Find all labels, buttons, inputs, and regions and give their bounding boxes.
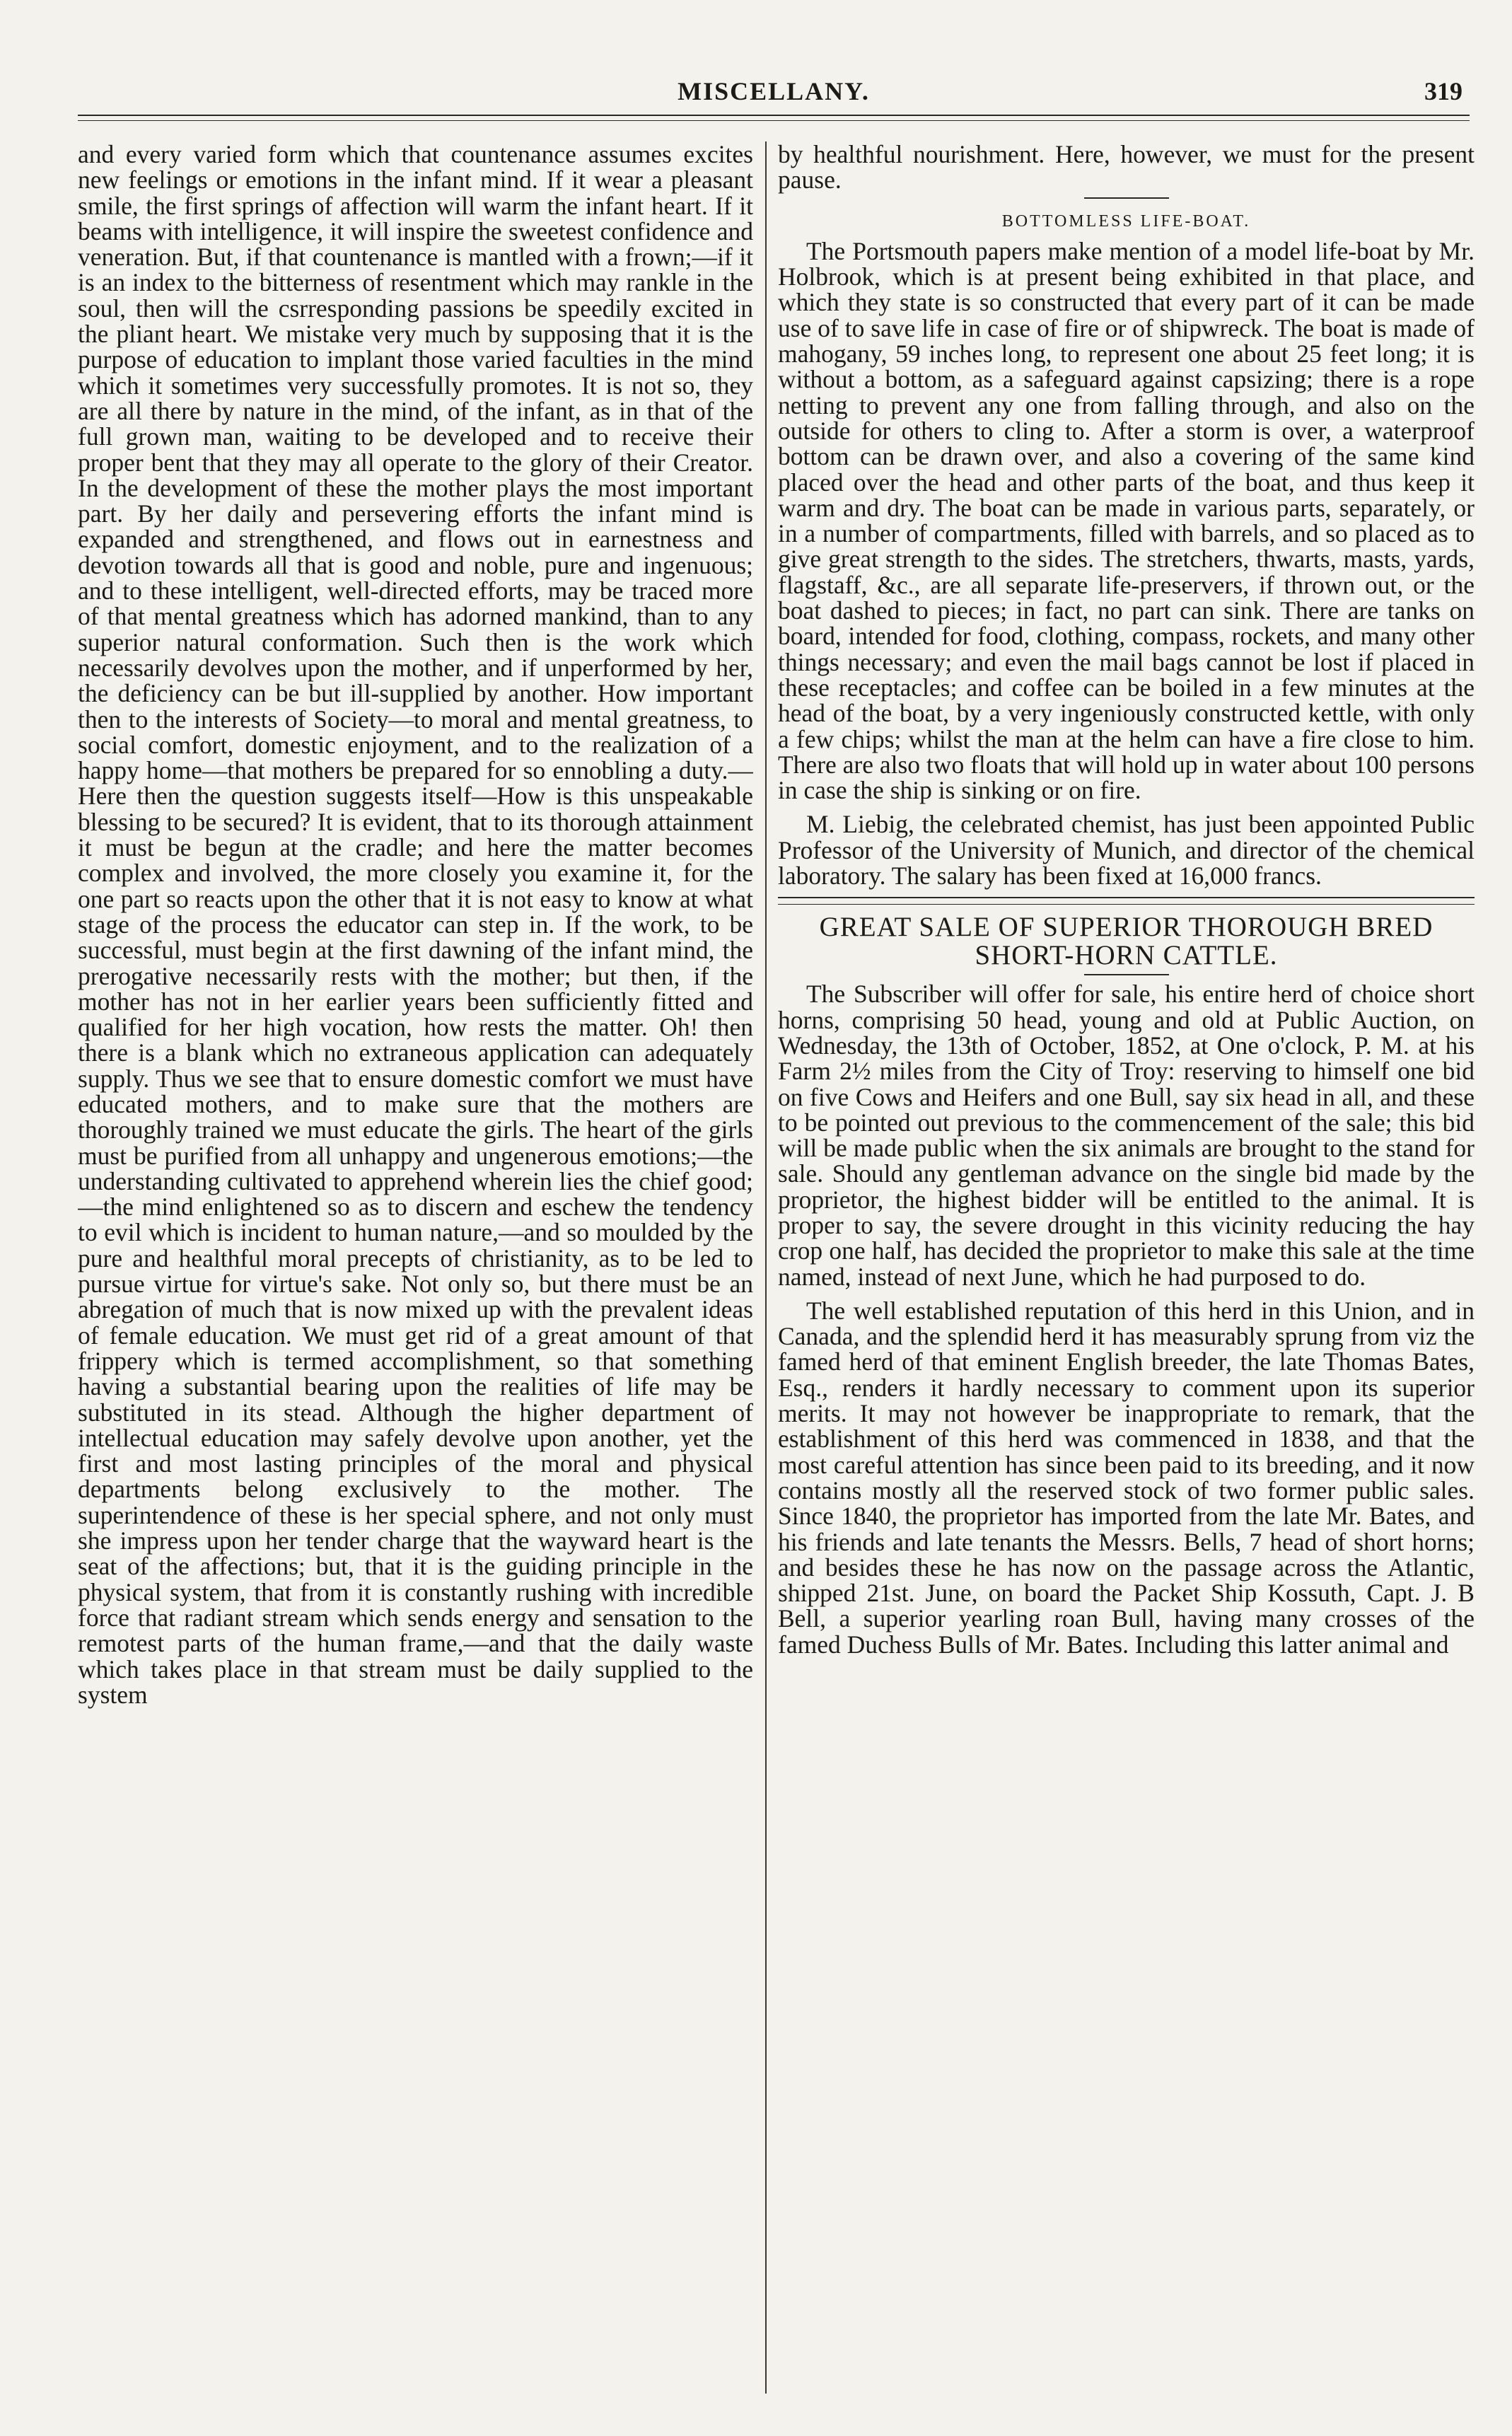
- essay-continuation: by healthful nourishment. Here, however, we must for the present pause.: [778, 141, 1475, 195]
- page-number: 319: [1424, 77, 1462, 105]
- section-rule: [1084, 974, 1169, 975]
- cattle-sale-paragraph-1: The Subscriber will offer for sale, his entire herd of choice short horns, comprising 50 head, young and old at Public Auction, on Wednesday, the 13th of October, 1852, at One o'clock, P. M. at his Farm 2½ miles from the City of Troy: reserving to himself one bid on five Cows and Heifers and one Bull, say six head in all, and these to be pointed out previous to the commencement of the sale; this bid will be made public when the six animals are brought to the stand for sale. Should any gentleman advance on the single bid made by the proprietor, the highest bidder will be entitled to the animal. It is proper to say, the severe drought in this vicinity reducing the hay crop one half, has decided the proprietor to make this sale at the time named, instead of next June, which he had purposed to do.: [778, 980, 1475, 1291]
- page-header: [78, 71, 1470, 120]
- section-rule: [1084, 197, 1169, 199]
- education-essay-paragraph: and every varied form which that countenance assumes excites new feelings or emotions in the infant mind. If it wear a pleasant smile, the first springs of affection will warm the infant heart. If it beams with intelligence, it will inspire the sweetest confidence and veneration. But, if that countenance is mantled with a frown;—if it is an index to the bitterness of resentment which may rankle in the soul, then will the csrresponding passions be speedily excited in the pliant heart. We mistake very much by supposing that it is the purpose of education to implant those varied faculties in the mind which it sometimes very successfully promotes. It is not so, they are all there by nature in the mind, of the infant, as in that of the full grown man, waiting to be developed and to receive their proper bent that they may all operate to the glory of their Creator. In the development of these the mother plays the most important part. By her daily and persevering efforts the infant mind is expanded and strengthened, and flows out in earnestness and devotion towards all that is good and noble, pure and ingenuous; and to these intelligent, well-directed efforts, may be traced more of that mental greatness which has adorned mankind, than to any superior natural conformation. Such then is the work which necessarily devolves upon the mother, and if unperformed by her, the deficiency can be but ill-supplied by another. How important then to the interests of Society—to moral and mental greatness, to social comfort, domestic enjoyment, and to the realization of a happy home—that mothers be prepared for so ennobling a duty.—Here then the question suggests itself—How is this unspeakable blessing to be secured? It is evident, that to its thorough attainment it must be begun at the cradle; and here the matter becomes complex and involved, the more closely you examine it, for the one part so reacts upon the other that it is not easy to know at what stage of the process the educator can step in. If the work, to be successful, must begin at the first dawning of the infant mind, the prerogative necessarily rests with the mother; but then, if the mother has not in her earlier years been sufficiently fitted and qualified for her high vocation, how rests the matter. Oh! then there is a blank which no extraneous application can adequately supply. Thus we see that to ensure domestic comfort we must have educated mothers, and to make sure that the mothers are thoroughly trained we must educate the girls. The heart of the girls must be purified from all unhappy and ungenerous emotions;—the understanding cultivated to apprehend wherein lies the chief good;—the mind enlightened so as to discern and eschew the tendency to evil which is incident to human nature,—and so moulded by the pure and healthful moral precepts of christianity, as to be led to pursue virtue for virtue's sake. Not only so, but there must be an abregation of much that is now mixed up with the prevalent ideas of female education. We must get rid of a great amount of that frippery which is termed accomplishment, so that something having a substantial bearing upon the realities of life may be substituted in its stead. Although the higher department of intellectual education may safely devolve upon another, yet the first and most lasting principles of the moral and physical departments belong exclusively to the mother. The superintendence of these is her special sphere, and not only must she impress upon her tender charge that the wayward heart is the seat of the affections; but, that it is the guiding principle in the physical system, that from it is constantly rushing with incredible force that radiant stream which sends energy and sensation to the remotest parts of the human frame,—and that the daily waste which takes place in that stream must be daily supplied to the system: [78, 141, 753, 1709]
- left-column: [78, 141, 753, 2394]
- liebig-note: M. Liebig, the celebrated chemist, has just been appointed Public Professor of the University of Munich, and director of the chemical laboratory. The salary has been fixed at 16,000 francs.: [778, 810, 1475, 891]
- cattle-sale-heading: GREAT SALE OF SUPERIOR THOROUGH BRED SHORT-HORN CATTLE.: [819, 912, 1434, 971]
- lifeboat-article: The Portsmouth papers make mention of a model life-boat by Mr. Holbrook, which is at present being exhibited in that place, and which they state is so constructed that every part of it can be made use of to save life in case of fire or of shipwreck. The boat is made of mahogany, 59 inches long, to represent one about 25 feet long; it is without a bottom, as a safeguard against capsizing; there is a rope netting to prevent any one from falling through, and also on the outside for others to cling to. After a storm is over, a waterproof bottom can be drawn over, and also a covering of the same kind placed over the head and other parts of the boat, and thus keep it warm and dry. The boat can be made in various parts, separately, or in a number of compartments, filled with barrels, and so placed as to give great strength to the sides. The stretchers, thwarts, masts, yards, flagstaff, &c., are all separate life-preservers, if thrown out, or the boat dashed to pieces; in fact, no part can sink. There are tanks on board, intended for food, clothing, compass, rockets, and many other things necessary; and even the mail bags cannot be lost if placed in these receptacles; and coffee can be boiled in a few minutes at the head of the boat, by a very ingeniously constructed kettle, with only a few chips; whilst the man at the helm can have a fire close to him. There are also two floats that will hold up in water about 100 persons in case the ship is sinking or on fire.: [778, 236, 1475, 805]
- column-divider: [765, 141, 767, 2394]
- header-rule: [78, 115, 1470, 116]
- running-title: MISCELLANY.: [678, 77, 870, 105]
- double-rule: [778, 897, 1475, 905]
- cattle-sale-paragraph-2: The well established reputation of this herd in this Union, and in Canada, and the splendid herd it has measurably sprung from viz the famed herd of that eminent English breeder, the late Thomas Bates, Esq., renders it hardly necessary to comment upon its superior merits. It may not however be inappropriate to remark, that the establishment of this herd was commenced in 1838, and that the most careful attention has since been paid to its breeding, and it now contains mostly all the reserved stock of two former public sales. Since 1840, the proprietor has imported from the late Mr. Bates, and his friends and late tenants the Messrs. Bells, 7 head of short horns; and besides these he has now on the passage across the Atlantic, shipped 21st. June, on board the Packet Ship Kossuth, Capt. J. B Bell, a superior yearling roan Bull, having many crosses of the famed Duchess Bulls of Mr. Bates. Including this latter animal and: [778, 1296, 1475, 1659]
- header-rule-thin: [78, 120, 1470, 121]
- lifeboat-heading: BOTTOMLESS LIFE-BOAT.: [1001, 211, 1251, 231]
- right-column: [778, 141, 1475, 2394]
